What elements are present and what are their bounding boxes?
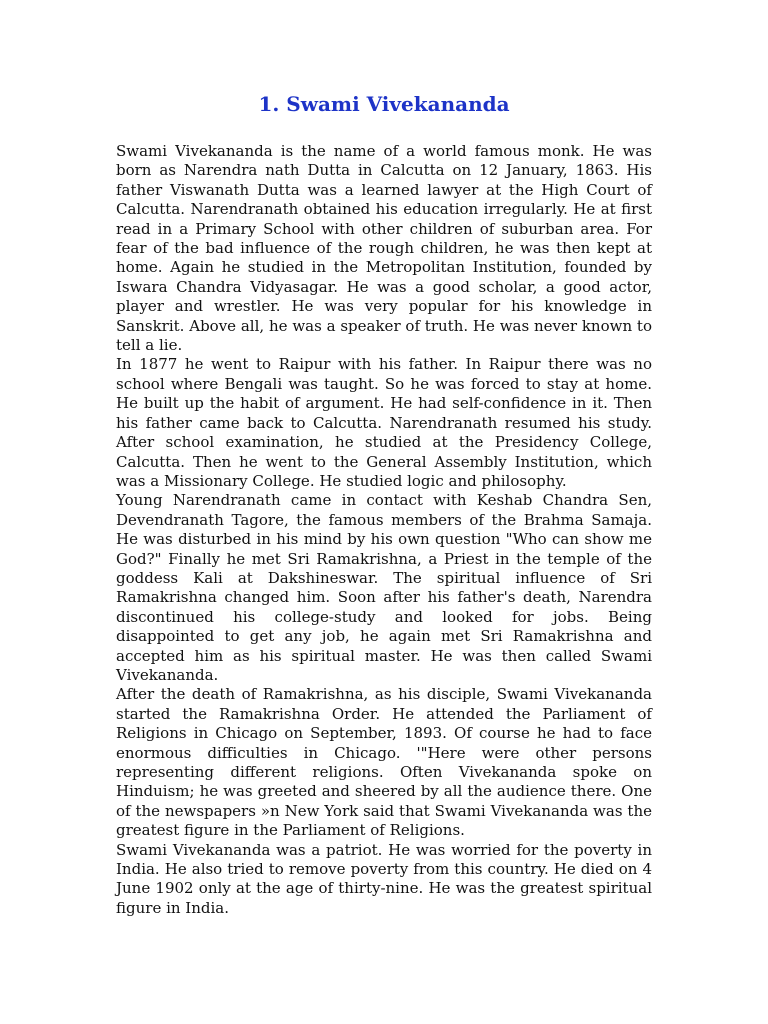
paragraph-patriot: Swami Vivekananda was a patriot. He was worried for the poverty in India. He also tried to remove poverty from this country. He died on 4 June 1902 only at the age of thirty-nine. He was the greatest spiritual figure in India.: [116, 840, 652, 917]
paragraph-ramakrishna: Young Narendranath came in contact with Keshab Chandra Sen, Devendranath Tagore, the famous members of the Brahma Samaja. He was disturbed in his mind by his own question "Who can show me God?" Finally he met Sri Ramakrishna, a Priest in the temple of the goddess Kali at Dakshineswar. The spiritual influence of Sri Ramakrishna changed him. Soon after his father's death, Narendra discontinued his college-study and looked for jobs. Being disappointed to get any job, he again met Sri Ramakrishna and accepted him as his spiritual master. He was then called Swami Vivekananda.: [116, 491, 652, 684]
document-page: [116, 0, 652, 918]
page-title: 1. Swami Vivekananda: [258, 92, 510, 116]
paragraph-early-life: Swami Vivekananda is the name of a world famous monk. He was born as Narendra nath Dutta in Calcutta on 12 January, 1863. His father Viswanath Dutta was a learned lawyer at the High Court of Calcutta. Narendranath obtained his education irregularly. He at first read in a Primary School with other children of suburban area. For fear of the bad influence of the rough children, he was then kept at home. Again he studied in the Metropolitan Institution, founded by Iswara Chandra Vidyasagar. He was a good scholar, a good actor, player and wrestler. He was very popular for his knowledge in Sanskrit. Above all, he was a speaker of truth. He was never known to tell a lie.: [116, 142, 652, 355]
paragraph-chicago: After the death of Ramakrishna, as his disciple, Swami Vivekananda started the Ramakrishna Order. He attended the Parliament of Religions in Chicago on September, 1893. Of course he had to face enormous difficulties in Chicago. '"Here were other persons representing different religions. Often Vivekananda spoke on Hinduism; he was greeted and sheered by all the audience there. One of the newspapers »n New York said that Swami Vivekananda was the greatest figure in the Parliament of Religions.: [116, 685, 652, 840]
paragraph-raipur: In 1877 he went to Raipur with his father. In Raipur there was no school where Bengali was taught. So he was forced to stay at home. He built up the habit of argument. He had self-confidence in it. Then his father came back to Calcutta. Narendranath resumed his study. After school examination, he studied at the Presidency College, Calcutta. Then he went to the General Assembly Institution, which was a Missionary College. He studied logic and philosophy.: [116, 355, 652, 490]
body-text: [116, 142, 652, 918]
